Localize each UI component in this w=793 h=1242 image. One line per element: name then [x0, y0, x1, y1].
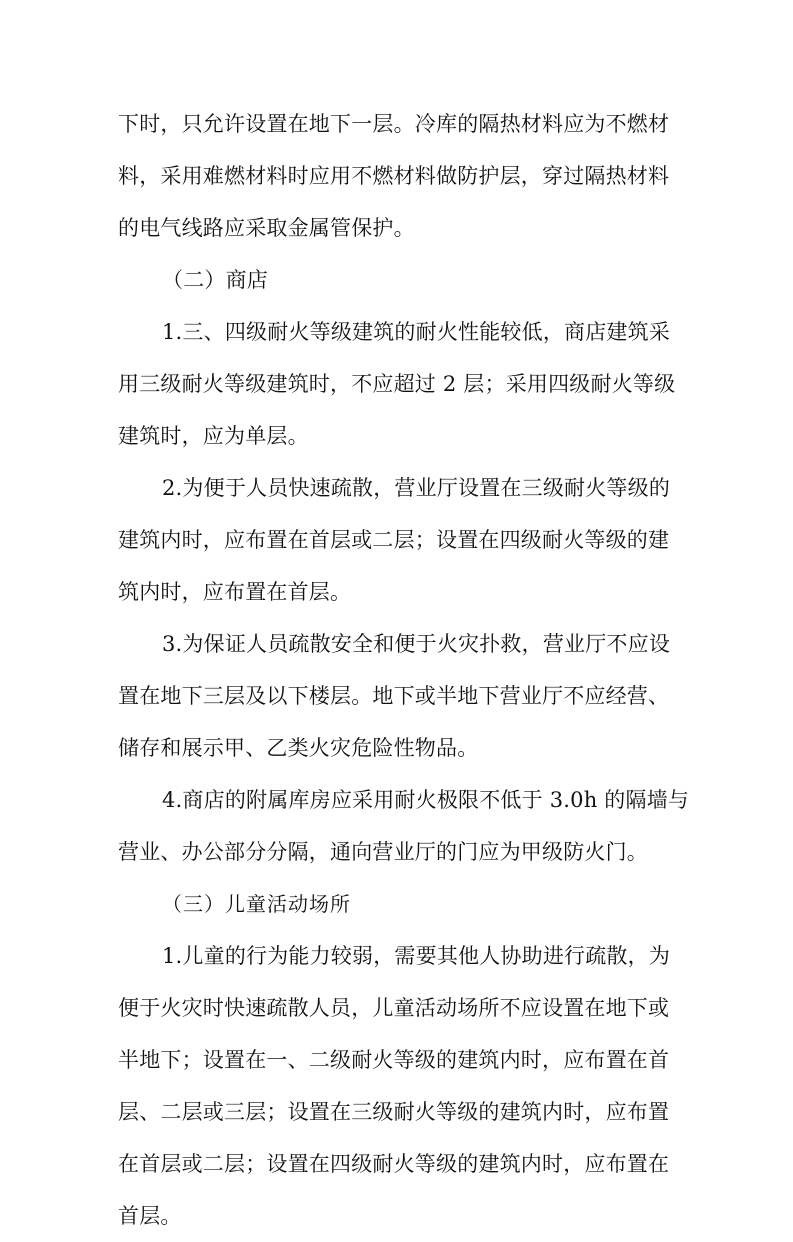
text-line: 层、二层或三层；设置在三级耐火等级的建筑内时，应布置 [118, 1100, 670, 1124]
text-line: 料，采用难燃材料时应用不燃材料做防护层，穿过隔热材料 [118, 164, 670, 188]
text-line: 储存和展示甲、乙类火灾危险性物品。 [118, 736, 479, 760]
text-line: 建筑时，应为单层。 [118, 424, 309, 448]
text-line: 的电气线路应采取金属管保护。 [118, 216, 415, 240]
text-line: 营业、办公部分分隔，通向营业厅的门应为甲级防火门。 [118, 840, 648, 864]
paragraph-start: 3.为保证人员疏散安全和便于火灾扑救，营业厅不应设 [162, 632, 671, 656]
text-line: 下时，只允许设置在地下一层。冷库的隔热材料应为不燃材 [118, 112, 670, 136]
section-heading-shop: （二）商店 [162, 268, 268, 292]
text-line: 建筑内时，应布置在首层或二层；设置在四级耐火等级的建 [118, 528, 670, 552]
paragraph-start: 1.三、四级耐火等级建筑的耐火性能较低，商店建筑采 [162, 320, 671, 344]
paragraph-start: 1.儿童的行为能力较弱，需要其他人协助进行疏散，为 [162, 944, 671, 968]
text-line: 置在地下三层及以下楼层。地下或半地下营业厅不应经营、 [118, 684, 670, 708]
text-line: 首层。 [118, 1204, 182, 1228]
paragraph-start: 2.为便于人员快速疏散，营业厅设置在三级耐火等级的 [162, 476, 671, 500]
text-line: 筑内时，应布置在首层。 [118, 580, 352, 604]
document-page [118, 98, 690, 1242]
text-line: 用三级耐火等级建筑时，不应超过 2 层；采用四级耐火等级 [118, 372, 676, 396]
text-line: 在首层或二层；设置在四级耐火等级的建筑内时，应布置在 [118, 1152, 670, 1176]
paragraph-start: 4.商店的附属库房应采用耐火极限不低于 3.0h 的隔墙与 [162, 788, 690, 812]
text-line: 便于火灾时快速疏散人员，儿童活动场所不应设置在地下或 [118, 996, 670, 1020]
section-heading-children-activity: （三）儿童活动场所 [162, 892, 351, 916]
text-line: 半地下；设置在一、二级耐火等级的建筑内时，应布置在首 [118, 1048, 670, 1072]
